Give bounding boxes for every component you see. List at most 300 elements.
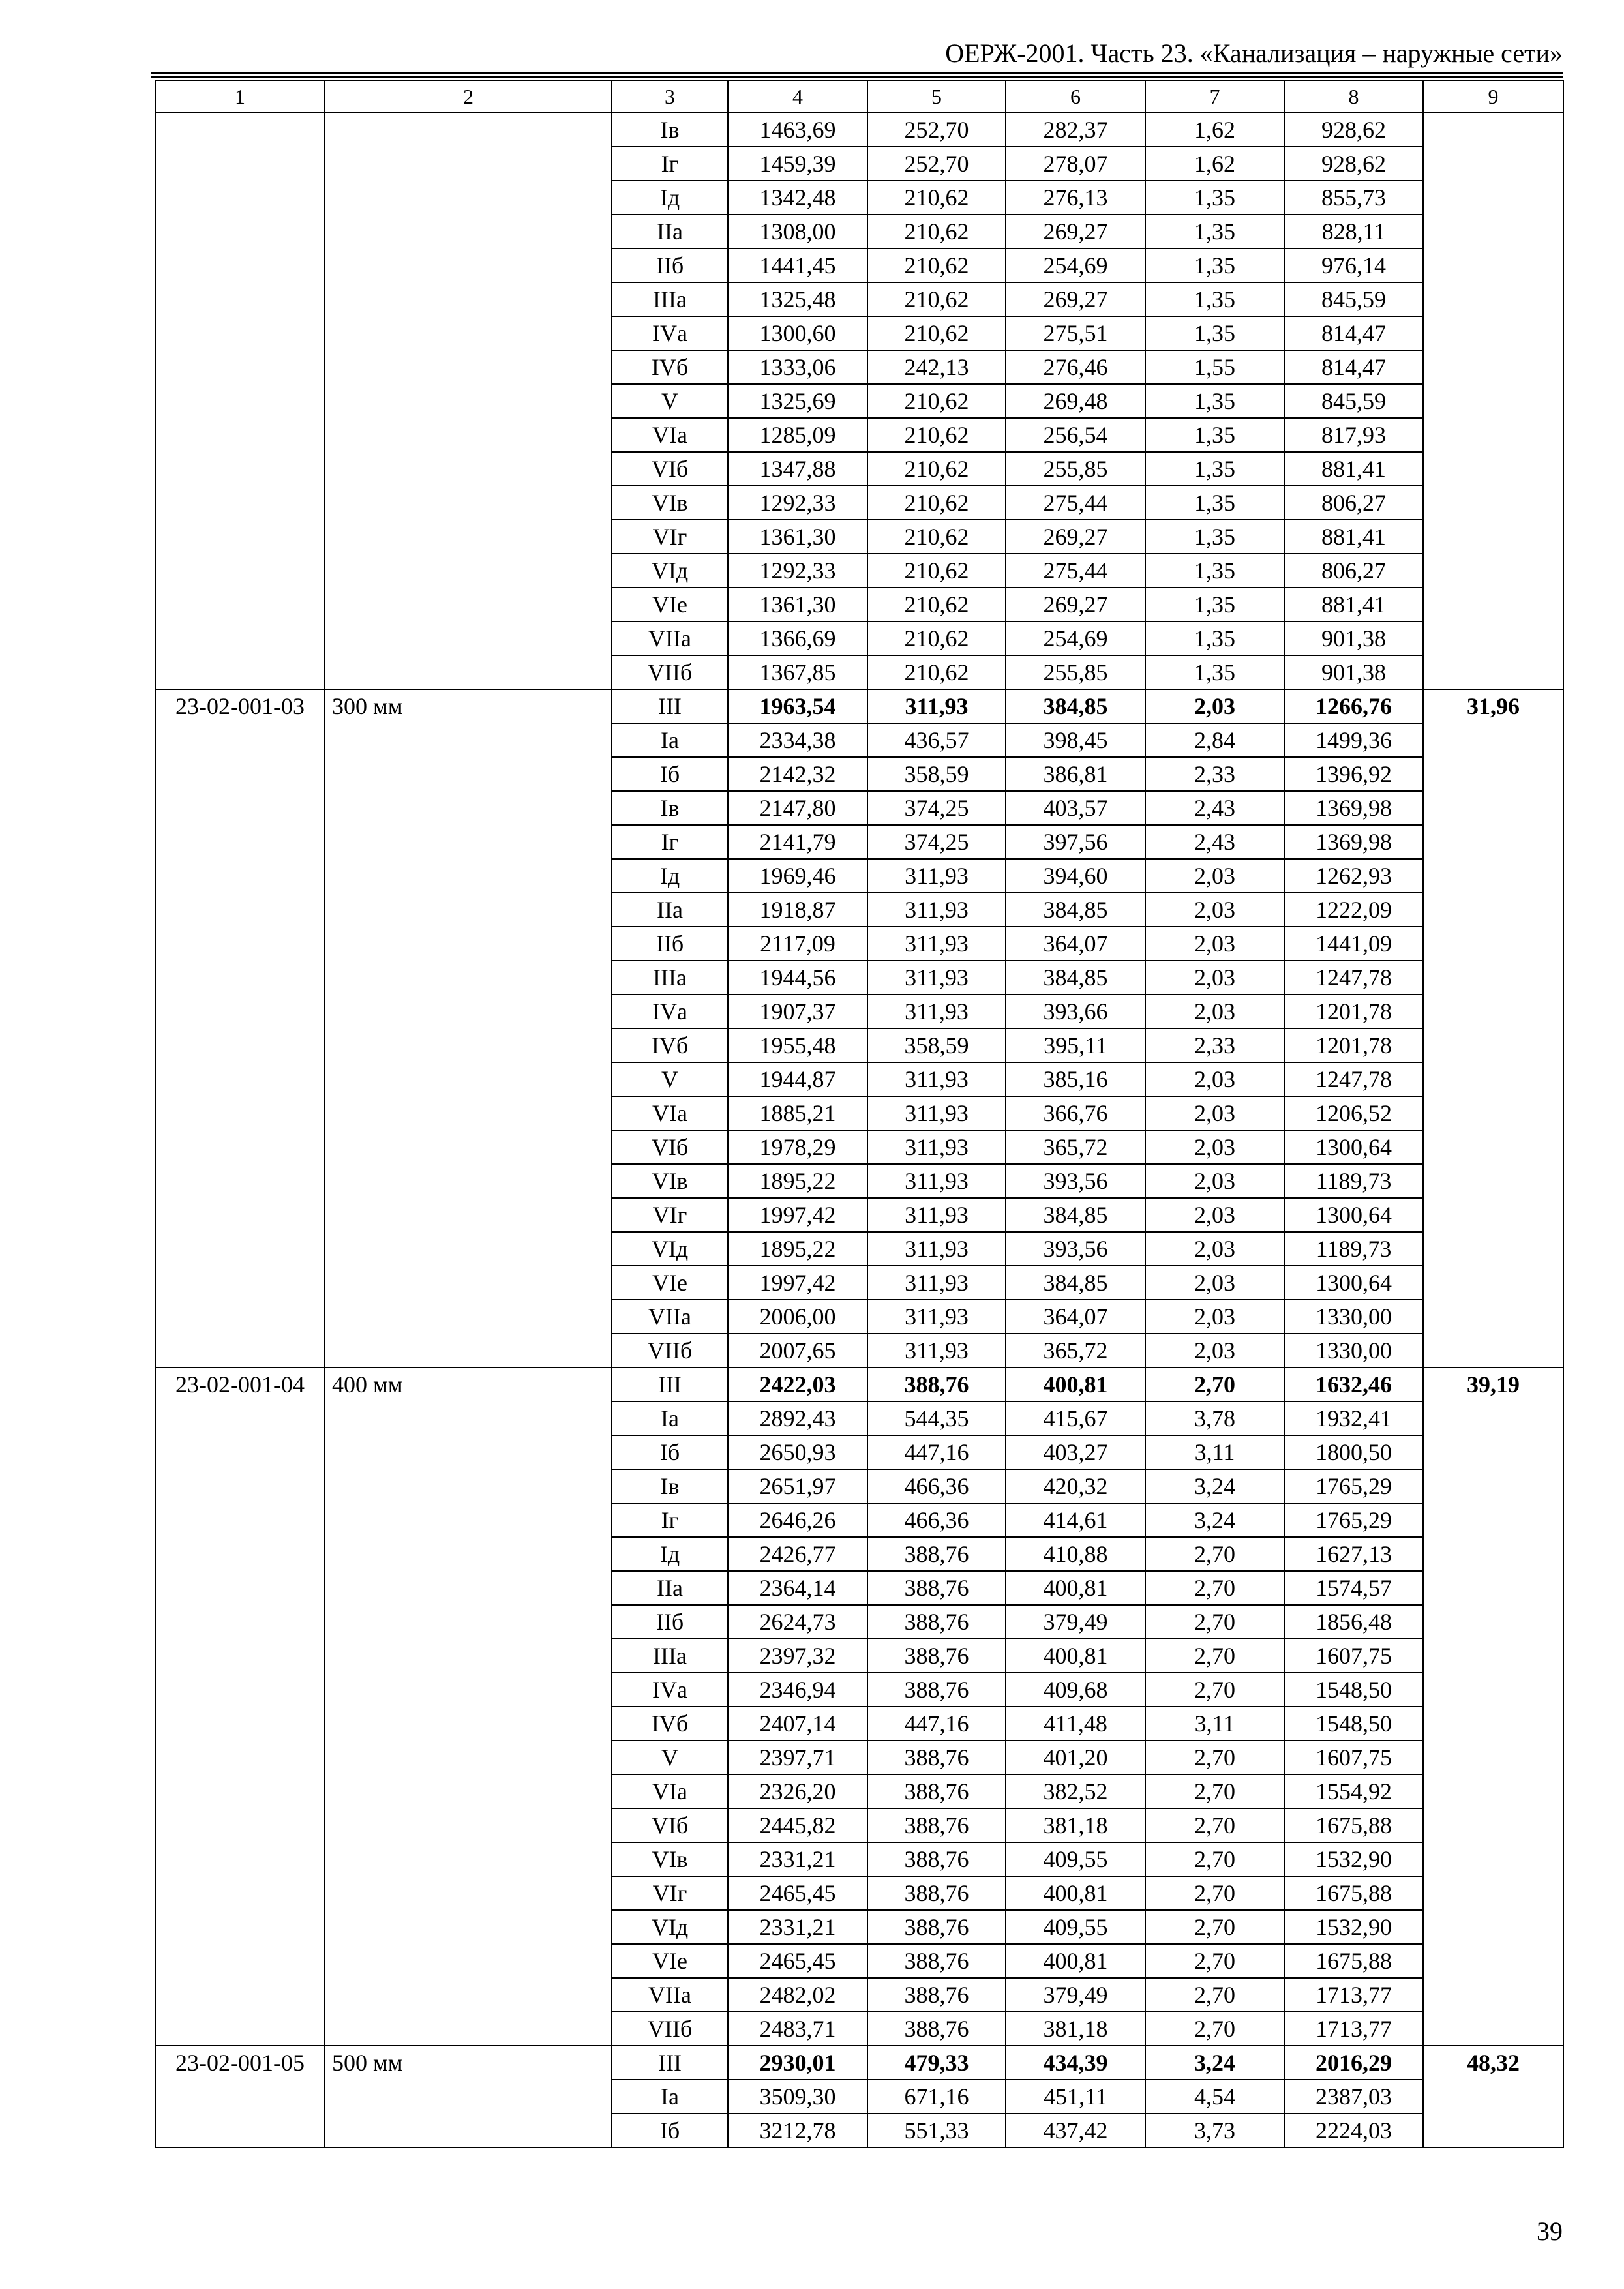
value-cell: 410,88 xyxy=(1006,1537,1145,1571)
zone-cell: IIIа xyxy=(612,961,728,995)
value-cell: 3,11 xyxy=(1145,1707,1284,1741)
value-cell: 395,11 xyxy=(1006,1028,1145,1062)
zone-cell: VIг xyxy=(612,1198,728,1232)
zone-cell: Iа xyxy=(612,723,728,757)
value-cell: 2,70 xyxy=(1145,1639,1284,1673)
value-cell: 1997,42 xyxy=(728,1198,867,1232)
value-cell: 379,49 xyxy=(1006,1978,1145,2012)
value-cell: 928,62 xyxy=(1284,147,1423,181)
value-cell: 1459,39 xyxy=(728,147,867,181)
rates-table xyxy=(155,80,1564,2148)
value-cell: 2,03 xyxy=(1145,859,1284,893)
value-cell: 1262,93 xyxy=(1284,859,1423,893)
value-cell: 275,44 xyxy=(1006,554,1145,588)
value-cell: 1,35 xyxy=(1145,655,1284,689)
value-cell: 2397,32 xyxy=(728,1639,867,1673)
value-cell: 2483,71 xyxy=(728,2012,867,2046)
value-cell: 3,73 xyxy=(1145,2114,1284,2147)
value-cell: 384,85 xyxy=(1006,1198,1145,1232)
value-cell: 1885,21 xyxy=(728,1096,867,1130)
value-cell: 1222,09 xyxy=(1284,893,1423,927)
zone-cell: IIIа xyxy=(612,282,728,316)
value-cell: 2651,97 xyxy=(728,1469,867,1503)
rate-code xyxy=(155,113,325,689)
value-cell: 210,62 xyxy=(867,215,1006,248)
value-cell: 1607,75 xyxy=(1284,1639,1423,1673)
value-cell: 2147,80 xyxy=(728,791,867,825)
value-cell: 388,76 xyxy=(867,1605,1006,1639)
value-cell: 1247,78 xyxy=(1284,1062,1423,1096)
value-cell: 2465,45 xyxy=(728,1876,867,1910)
value-cell: 210,62 xyxy=(867,621,1006,655)
value-cell: 210,62 xyxy=(867,588,1006,621)
value-cell: 2,03 xyxy=(1145,1300,1284,1334)
value-cell: 1,35 xyxy=(1145,554,1284,588)
zone-cell: Iд xyxy=(612,859,728,893)
table-row xyxy=(155,113,1563,147)
zone-cell: V xyxy=(612,1741,728,1774)
zone-cell: VIIа xyxy=(612,1300,728,1334)
value-cell: 311,93 xyxy=(867,927,1006,961)
value-cell: 210,62 xyxy=(867,486,1006,520)
value-cell: 3,24 xyxy=(1145,1469,1284,1503)
zone-cell: III xyxy=(612,689,728,723)
value-cell: 1285,09 xyxy=(728,418,867,452)
value-cell: 3212,78 xyxy=(728,2114,867,2147)
value-cell: 210,62 xyxy=(867,554,1006,588)
value-cell: 269,27 xyxy=(1006,215,1145,248)
zone-cell: IVб xyxy=(612,1028,728,1062)
value-cell: 2445,82 xyxy=(728,1808,867,1842)
value-cell: 3,78 xyxy=(1145,1401,1284,1435)
zone-cell: VIг xyxy=(612,520,728,554)
value-cell: 381,18 xyxy=(1006,1808,1145,1842)
value-cell: 210,62 xyxy=(867,181,1006,215)
value-cell: 814,47 xyxy=(1284,350,1423,384)
value-cell: 1895,22 xyxy=(728,1232,867,1266)
value-cell: 1969,46 xyxy=(728,859,867,893)
value-cell: 1325,69 xyxy=(728,384,867,418)
value-cell: 2,70 xyxy=(1145,1774,1284,1808)
zone-cell: VIб xyxy=(612,1808,728,1842)
value-cell: 269,27 xyxy=(1006,588,1145,621)
value-cell: 384,85 xyxy=(1006,893,1145,927)
rate-name xyxy=(325,113,612,689)
value-cell: 1347,88 xyxy=(728,452,867,486)
value-cell: 1,35 xyxy=(1145,452,1284,486)
value-cell: 242,13 xyxy=(867,350,1006,384)
value-cell: 278,07 xyxy=(1006,147,1145,181)
column-number: 7 xyxy=(1145,80,1284,113)
value-cell: 1189,73 xyxy=(1284,1164,1423,1198)
value-cell: 2331,21 xyxy=(728,1842,867,1876)
value-cell: 1300,64 xyxy=(1284,1130,1423,1164)
value-cell: 385,16 xyxy=(1006,1062,1145,1096)
value-cell: 398,45 xyxy=(1006,723,1145,757)
zone-cell: Iг xyxy=(612,825,728,859)
value-cell: 3,11 xyxy=(1145,1435,1284,1469)
value-cell: 311,93 xyxy=(867,1130,1006,1164)
value-cell: 2,03 xyxy=(1145,1334,1284,1368)
value-cell: 311,93 xyxy=(867,893,1006,927)
zone-cell: Iа xyxy=(612,1401,728,1435)
column-number: 8 xyxy=(1284,80,1423,113)
table-body xyxy=(155,80,1563,2147)
value-cell: 1800,50 xyxy=(1284,1435,1423,1469)
value-cell: 275,44 xyxy=(1006,486,1145,520)
zone-cell: VIв xyxy=(612,1842,728,1876)
zone-cell: VIа xyxy=(612,1096,728,1130)
value-cell: 2326,20 xyxy=(728,1774,867,1808)
value-cell: 2930,01 xyxy=(728,2046,867,2080)
value-cell: 269,27 xyxy=(1006,282,1145,316)
value-cell: 1632,46 xyxy=(1284,1368,1423,1401)
value-cell: 1955,48 xyxy=(728,1028,867,1062)
table-row-main xyxy=(155,689,1563,723)
zone-cell: IIа xyxy=(612,215,728,248)
value-cell: 401,20 xyxy=(1006,1741,1145,1774)
value-cell: 210,62 xyxy=(867,282,1006,316)
zone-cell: IIб xyxy=(612,248,728,282)
running-header: ОЕРЖ-2001. Часть 23. «Канализация – наружные сети» xyxy=(945,38,1563,68)
value-cell: 1206,52 xyxy=(1284,1096,1423,1130)
value-cell: 1765,29 xyxy=(1284,1503,1423,1537)
value-cell: 2016,29 xyxy=(1284,2046,1423,2080)
value-cell: 2,70 xyxy=(1145,1368,1284,1401)
value-cell: 388,76 xyxy=(867,1808,1006,1842)
value-cell: 382,52 xyxy=(1006,1774,1145,1808)
value-cell: 1366,69 xyxy=(728,621,867,655)
zone-cell: V xyxy=(612,384,728,418)
zone-cell: IIб xyxy=(612,927,728,961)
zone-cell: VIIб xyxy=(612,655,728,689)
value-cell: 254,69 xyxy=(1006,621,1145,655)
value-cell: 2,70 xyxy=(1145,1876,1284,1910)
value-cell: 400,81 xyxy=(1006,1368,1145,1401)
value-cell: 1189,73 xyxy=(1284,1232,1423,1266)
value-cell: 1,35 xyxy=(1145,316,1284,350)
value-cell: 1,35 xyxy=(1145,486,1284,520)
value-cell: 1997,42 xyxy=(728,1266,867,1300)
value-cell: 366,76 xyxy=(1006,1096,1145,1130)
value-cell: 388,76 xyxy=(867,1774,1006,1808)
value-cell: 1308,00 xyxy=(728,215,867,248)
value-cell: 2364,14 xyxy=(728,1571,867,1605)
value-cell: 397,56 xyxy=(1006,825,1145,859)
value-cell: 388,76 xyxy=(867,2012,1006,2046)
value-cell: 388,76 xyxy=(867,1639,1006,1673)
zone-cell: VIе xyxy=(612,588,728,621)
table-row-main xyxy=(155,1368,1563,1401)
value-cell: 466,36 xyxy=(867,1469,1006,1503)
value-cell: 671,16 xyxy=(867,2080,1006,2114)
value-cell: 358,59 xyxy=(867,757,1006,791)
zone-cell: VIд xyxy=(612,1232,728,1266)
value-cell: 1369,98 xyxy=(1284,825,1423,859)
page-number: 39 xyxy=(1537,2217,1563,2246)
value-cell: 1,62 xyxy=(1145,113,1284,147)
header-rule xyxy=(151,72,1563,74)
value-cell: 4,54 xyxy=(1145,2080,1284,2114)
value-cell: 2224,03 xyxy=(1284,2114,1423,2147)
zone-cell: Iб xyxy=(612,757,728,791)
value-cell: 806,27 xyxy=(1284,554,1423,588)
value-cell: 2,03 xyxy=(1145,1198,1284,1232)
value-cell: 2650,93 xyxy=(728,1435,867,1469)
value-cell: 2646,26 xyxy=(728,1503,867,1537)
value-cell: 388,76 xyxy=(867,1842,1006,1876)
value-cell: 400,81 xyxy=(1006,1639,1145,1673)
value-cell: 210,62 xyxy=(867,452,1006,486)
zone-cell: VIв xyxy=(612,486,728,520)
value-cell: 311,93 xyxy=(867,1300,1006,1334)
value-cell: 2,70 xyxy=(1145,1571,1284,1605)
value-cell: 311,93 xyxy=(867,1164,1006,1198)
column-number: 9 xyxy=(1423,80,1563,113)
value-cell: 384,85 xyxy=(1006,961,1145,995)
value-cell: 1675,88 xyxy=(1284,1808,1423,1842)
value-cell: 311,93 xyxy=(867,689,1006,723)
value-cell: 1330,00 xyxy=(1284,1334,1423,1368)
value-cell: 817,93 xyxy=(1284,418,1423,452)
value-cell: 1907,37 xyxy=(728,995,867,1028)
zone-cell: Iв xyxy=(612,1469,728,1503)
value-cell: 434,39 xyxy=(1006,2046,1145,2080)
value-cell: 386,81 xyxy=(1006,757,1145,791)
value-cell: 2007,65 xyxy=(728,1334,867,1368)
zone-cell: Iд xyxy=(612,181,728,215)
zone-cell: VIб xyxy=(612,1130,728,1164)
value-cell: 311,93 xyxy=(867,859,1006,893)
value-cell: 1554,92 xyxy=(1284,1774,1423,1808)
table-row-main xyxy=(155,2046,1563,2080)
value-cell: 388,76 xyxy=(867,1741,1006,1774)
value-cell: 2,70 xyxy=(1145,1910,1284,1944)
value-cell: 1,35 xyxy=(1145,282,1284,316)
value-cell: 1247,78 xyxy=(1284,961,1423,995)
value-cell: 393,56 xyxy=(1006,1232,1145,1266)
value-cell: 393,56 xyxy=(1006,1164,1145,1198)
value-cell: 2,03 xyxy=(1145,1096,1284,1130)
value-cell: 2,03 xyxy=(1145,1266,1284,1300)
value-cell: 1333,06 xyxy=(728,350,867,384)
value-cell: 1675,88 xyxy=(1284,1944,1423,1978)
value-cell: 358,59 xyxy=(867,1028,1006,1062)
value-cell: 393,66 xyxy=(1006,995,1145,1028)
value-cell: 901,38 xyxy=(1284,655,1423,689)
value-cell: 388,76 xyxy=(867,1910,1006,1944)
zone-cell: IIа xyxy=(612,893,728,927)
zone-cell: Iв xyxy=(612,791,728,825)
value-cell: 2,70 xyxy=(1145,1808,1284,1842)
zone-cell: VIг xyxy=(612,1876,728,1910)
value-cell: 276,46 xyxy=(1006,350,1145,384)
value-cell: 1548,50 xyxy=(1284,1707,1423,1741)
value-cell: 1367,85 xyxy=(728,655,867,689)
value-cell: 2,03 xyxy=(1145,1232,1284,1266)
value-cell: 1,35 xyxy=(1145,520,1284,554)
value-cell: 2141,79 xyxy=(728,825,867,859)
value-cell: 2465,45 xyxy=(728,1944,867,1978)
value-cell: 210,62 xyxy=(867,248,1006,282)
value-cell: 276,13 xyxy=(1006,181,1145,215)
value-cell: 2,70 xyxy=(1145,1842,1284,1876)
value-cell: 414,61 xyxy=(1006,1503,1145,1537)
value-cell: 1,35 xyxy=(1145,588,1284,621)
labor-cost: 31,96 xyxy=(1423,689,1563,1368)
value-cell: 1441,45 xyxy=(728,248,867,282)
value-cell: 2407,14 xyxy=(728,1707,867,1741)
value-cell: 2,03 xyxy=(1145,1164,1284,1198)
value-cell: 2,70 xyxy=(1145,1605,1284,1639)
value-cell: 2,03 xyxy=(1145,927,1284,961)
value-cell: 828,11 xyxy=(1284,215,1423,248)
value-cell: 2892,43 xyxy=(728,1401,867,1435)
value-cell: 1627,13 xyxy=(1284,1537,1423,1571)
value-cell: 256,54 xyxy=(1006,418,1145,452)
value-cell: 1292,33 xyxy=(728,486,867,520)
zone-cell: Iб xyxy=(612,2114,728,2147)
value-cell: 2,03 xyxy=(1145,995,1284,1028)
value-cell: 374,25 xyxy=(867,791,1006,825)
value-cell: 1396,92 xyxy=(1284,757,1423,791)
value-cell: 255,85 xyxy=(1006,655,1145,689)
value-cell: 400,81 xyxy=(1006,1944,1145,1978)
zone-cell: Iб xyxy=(612,1435,728,1469)
zone-cell: VIа xyxy=(612,1774,728,1808)
value-cell: 1201,78 xyxy=(1284,1028,1423,1062)
value-cell: 384,85 xyxy=(1006,689,1145,723)
value-cell: 2,70 xyxy=(1145,1944,1284,1978)
value-cell: 365,72 xyxy=(1006,1130,1145,1164)
value-cell: 252,70 xyxy=(867,147,1006,181)
value-cell: 1918,87 xyxy=(728,893,867,927)
zone-cell: III xyxy=(612,2046,728,2080)
value-cell: 384,85 xyxy=(1006,1266,1145,1300)
value-cell: 2,03 xyxy=(1145,689,1284,723)
value-cell: 255,85 xyxy=(1006,452,1145,486)
zone-cell: IVб xyxy=(612,350,728,384)
value-cell: 1932,41 xyxy=(1284,1401,1423,1435)
value-cell: 282,37 xyxy=(1006,113,1145,147)
value-cell: 400,81 xyxy=(1006,1571,1145,1605)
value-cell: 1944,56 xyxy=(728,961,867,995)
labor-cost xyxy=(1423,113,1563,689)
value-cell: 2422,03 xyxy=(728,1368,867,1401)
value-cell: 1300,60 xyxy=(728,316,867,350)
zone-cell: V xyxy=(612,1062,728,1096)
value-cell: 2,84 xyxy=(1145,723,1284,757)
value-cell: 2,03 xyxy=(1145,1130,1284,1164)
column-number: 5 xyxy=(867,80,1006,113)
value-cell: 269,27 xyxy=(1006,520,1145,554)
value-cell: 1,35 xyxy=(1145,621,1284,655)
value-cell: 311,93 xyxy=(867,1266,1006,1300)
zone-cell: VIIб xyxy=(612,2012,728,2046)
value-cell: 2,43 xyxy=(1145,825,1284,859)
value-cell: 1944,87 xyxy=(728,1062,867,1096)
value-cell: 1856,48 xyxy=(1284,1605,1423,1639)
value-cell: 2,33 xyxy=(1145,1028,1284,1062)
value-cell: 2117,09 xyxy=(728,927,867,961)
value-cell: 1201,78 xyxy=(1284,995,1423,1028)
value-cell: 411,48 xyxy=(1006,1707,1145,1741)
zone-cell: VIе xyxy=(612,1266,728,1300)
value-cell: 311,93 xyxy=(867,1096,1006,1130)
zone-cell: VIе xyxy=(612,1944,728,1978)
column-number: 4 xyxy=(728,80,867,113)
value-cell: 409,55 xyxy=(1006,1842,1145,1876)
value-cell: 814,47 xyxy=(1284,316,1423,350)
value-cell: 2,03 xyxy=(1145,1062,1284,1096)
value-cell: 311,93 xyxy=(867,995,1006,1028)
value-cell: 436,57 xyxy=(867,723,1006,757)
value-cell: 420,32 xyxy=(1006,1469,1145,1503)
value-cell: 1,35 xyxy=(1145,181,1284,215)
value-cell: 2482,02 xyxy=(728,1978,867,2012)
value-cell: 3,24 xyxy=(1145,1503,1284,1537)
value-cell: 2006,00 xyxy=(728,1300,867,1334)
value-cell: 269,48 xyxy=(1006,384,1145,418)
value-cell: 2331,21 xyxy=(728,1910,867,1944)
value-cell: 2,03 xyxy=(1145,961,1284,995)
value-cell: 2,70 xyxy=(1145,1537,1284,1571)
zone-cell: IIа xyxy=(612,1571,728,1605)
value-cell: 311,93 xyxy=(867,1062,1006,1096)
zone-cell: IVа xyxy=(612,1673,728,1707)
value-cell: 210,62 xyxy=(867,520,1006,554)
labor-cost: 48,32 xyxy=(1423,2046,1563,2147)
value-cell: 437,42 xyxy=(1006,2114,1145,2147)
value-cell: 388,76 xyxy=(867,1673,1006,1707)
value-cell: 2,43 xyxy=(1145,791,1284,825)
value-cell: 2346,94 xyxy=(728,1673,867,1707)
zone-cell: VIд xyxy=(612,554,728,588)
value-cell: 551,33 xyxy=(867,2114,1006,2147)
zone-cell: VIIа xyxy=(612,1978,728,2012)
column-number: 6 xyxy=(1006,80,1145,113)
value-cell: 1548,50 xyxy=(1284,1673,1423,1707)
zone-cell: IVа xyxy=(612,995,728,1028)
value-cell: 1765,29 xyxy=(1284,1469,1423,1503)
value-cell: 1361,30 xyxy=(728,520,867,554)
zone-cell: IVа xyxy=(612,316,728,350)
zone-cell: IVб xyxy=(612,1707,728,1741)
value-cell: 1,62 xyxy=(1145,147,1284,181)
value-cell: 2,03 xyxy=(1145,893,1284,927)
value-cell: 881,41 xyxy=(1284,452,1423,486)
value-cell: 2142,32 xyxy=(728,757,867,791)
rate-name: 400 мм xyxy=(325,1368,612,2046)
value-cell: 1532,90 xyxy=(1284,1910,1423,1944)
value-cell: 2334,38 xyxy=(728,723,867,757)
value-cell: 447,16 xyxy=(867,1707,1006,1741)
value-cell: 1675,88 xyxy=(1284,1876,1423,1910)
value-cell: 845,59 xyxy=(1284,282,1423,316)
column-number: 3 xyxy=(612,80,728,113)
labor-cost: 39,19 xyxy=(1423,1368,1563,2046)
value-cell: 400,81 xyxy=(1006,1876,1145,1910)
value-cell: 1,55 xyxy=(1145,350,1284,384)
value-cell: 2,70 xyxy=(1145,2012,1284,2046)
zone-cell: Iа xyxy=(612,2080,728,2114)
value-cell: 311,93 xyxy=(867,1334,1006,1368)
zone-cell: VIIб xyxy=(612,1334,728,1368)
value-cell: 1963,54 xyxy=(728,689,867,723)
value-cell: 379,49 xyxy=(1006,1605,1145,1639)
value-cell: 2397,71 xyxy=(728,1741,867,1774)
header-rule xyxy=(151,76,1563,78)
